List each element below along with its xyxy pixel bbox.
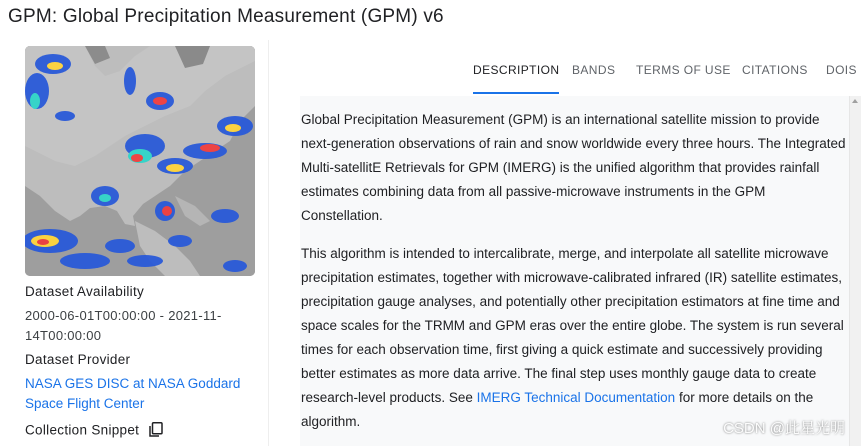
scrollbar[interactable]: [849, 96, 861, 446]
dataset-thumbnail: [25, 46, 255, 276]
description-paragraph-2-end: for more details on the algorithm.: [301, 390, 814, 429]
sidebar-divider: [268, 40, 269, 446]
provider-label: Dataset Provider: [25, 352, 131, 367]
page-title: GPM: Global Precipitation Measurement (GPM) v6: [8, 6, 444, 27]
description-panel: [300, 96, 861, 446]
snippet-row: [25, 422, 163, 440]
sidebar: [16, 40, 268, 446]
provider-link[interactable]: NASA GES DISC at NASA Goddard Space Flight Center: [25, 376, 241, 411]
watermark: CSDN @此星光明: [723, 420, 845, 437]
scroll-up-arrow-icon[interactable]: [852, 99, 858, 103]
availability-value: 2000-06-01T00:00:00 - 2021-11-14T00:00:00: [25, 308, 222, 343]
precipitation-map-image: [25, 46, 255, 276]
description-paragraph-2: [300, 228, 847, 434]
tab-bar: [300, 54, 861, 94]
availability-label: Dataset Availability: [25, 284, 145, 299]
tab-bands[interactable]: BANDS: [572, 63, 616, 77]
description-paragraph-2-text: This algorithm is intended to intercalibrate, merge, and interpolate all satellite microwave precipitation estimates, together with microwave-calibrated infrared (IR) satellite estimates, precipitation gauge analyses, and potentially other precipitation estimators at fine time and space scales for the TRMM and GPM eras over the entire globe. The system is run several times for each observation time, first giving a quick estimate and successively providing better estimates as more data arrive. The final step uses monthly gauge data to create research-level products. See: [301, 246, 844, 405]
description-scroll-area[interactable]: [300, 96, 850, 446]
copy-icon[interactable]: [149, 422, 163, 440]
tab-dois[interactable]: DOIS: [826, 63, 857, 77]
tab-terms-of-use[interactable]: TERMS OF USE: [636, 63, 731, 77]
imerg-documentation-link[interactable]: IMERG Technical Documentation: [476, 390, 676, 405]
description-paragraph-1: Global Precipitation Measurement (GPM) is an international satellite mission to provide next-generation observations of rain and snow worldwide every three hours. The Integrated Multi-satellitE Retrievals for GPM (IMERG) is the unified algorithm that provides rainfall estimates combining data from all passive-microwave instruments in the GPM Constellation.: [301, 112, 846, 223]
snippet-label: Collection Snippet: [25, 422, 140, 438]
tab-description[interactable]: DESCRIPTION: [473, 54, 559, 94]
tab-citations[interactable]: CITATIONS: [742, 63, 808, 77]
